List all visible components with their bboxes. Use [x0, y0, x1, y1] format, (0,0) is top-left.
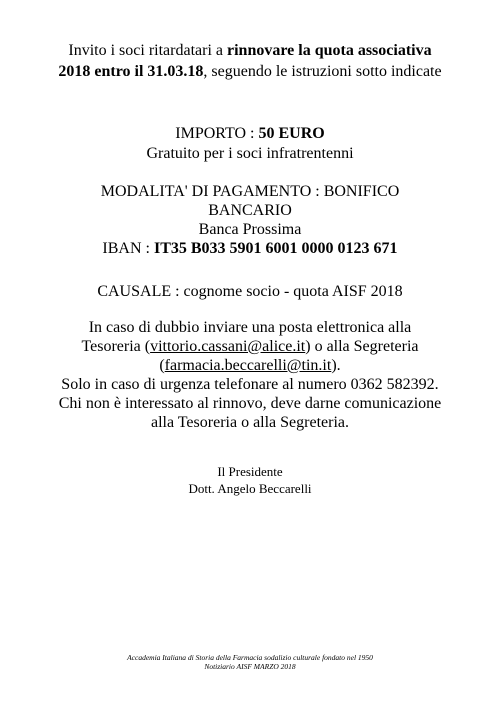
intro-bold-renew: rinnovare la quota associativa — [227, 42, 432, 59]
footer-line-2: Notiziario AISF MARZO 2018 — [204, 662, 296, 671]
signature-title: Il Presidente — [217, 464, 283, 479]
contacts-line-1: In caso di dubbio inviare una posta elettronica alla — [88, 319, 412, 336]
treasury-suffix: ) o alla Segreteria — [305, 338, 419, 355]
intro-line-1 — [0, 40, 500, 61]
signature-block — [0, 463, 500, 497]
bank-name: Banca Prossima — [198, 221, 302, 238]
fee-label: IMPORTO : — [175, 125, 259, 142]
treasury-email-link[interactable]: vittorio.cassani@alice.it — [150, 338, 306, 355]
payment-method-line-1: MODALITA' DI PAGAMENTO : BONIFICO — [100, 183, 400, 200]
treasury-prefix: Tesoreria ( — [81, 338, 151, 355]
contacts-line-5: Chi non è interessato al rinnovo, deve darne comunicazione — [58, 395, 442, 412]
secretary-suffix: ). — [331, 357, 341, 374]
fee-note: Gratuito per i soci infratrentenni — [146, 145, 354, 162]
intro-suffix: , seguendo le istruzioni sotto indicate — [203, 63, 442, 80]
contacts-paragraph — [0, 318, 500, 432]
signature-name: Dott. Angelo Beccarelli — [188, 481, 312, 496]
payment-method-line-2: BANCARIO — [208, 202, 292, 219]
secretary-email-link[interactable]: farmacia.beccarelli@tin.it — [164, 357, 332, 374]
intro-paragraph — [0, 40, 500, 82]
contacts-line-4: Solo in caso di urgenza telefonare al numero 0362 582392. — [61, 376, 439, 393]
fee-section — [0, 124, 500, 164]
footer-line-1: Accademia Italiana di Storia della Farmacia sodalizio culturale fondato nel 1950 — [127, 653, 373, 662]
causale-line: CAUSALE : cognome socio - quota AISF 2018 — [97, 283, 403, 300]
contacts-line-3 — [0, 356, 500, 375]
contacts-line-6: alla Tesoreria o alla Segreteria. — [150, 414, 350, 431]
iban-value: IT35 B033 5901 6001 0000 0123 671 — [153, 240, 398, 257]
intro-bold-deadline: 2018 entro il 31.03.18 — [58, 63, 204, 80]
contacts-line-2 — [0, 337, 500, 356]
intro-prefix: Invito i soci ritardatari a — [68, 42, 227, 59]
fee-amount: 50 EURO — [258, 125, 325, 142]
secretary-prefix: ( — [159, 357, 165, 374]
intro-line-2 — [0, 61, 500, 82]
fee-line — [0, 124, 500, 144]
payment-section — [0, 182, 500, 258]
page-footer — [0, 653, 500, 671]
iban-label: IBAN : — [102, 240, 154, 257]
iban-line — [0, 239, 500, 258]
